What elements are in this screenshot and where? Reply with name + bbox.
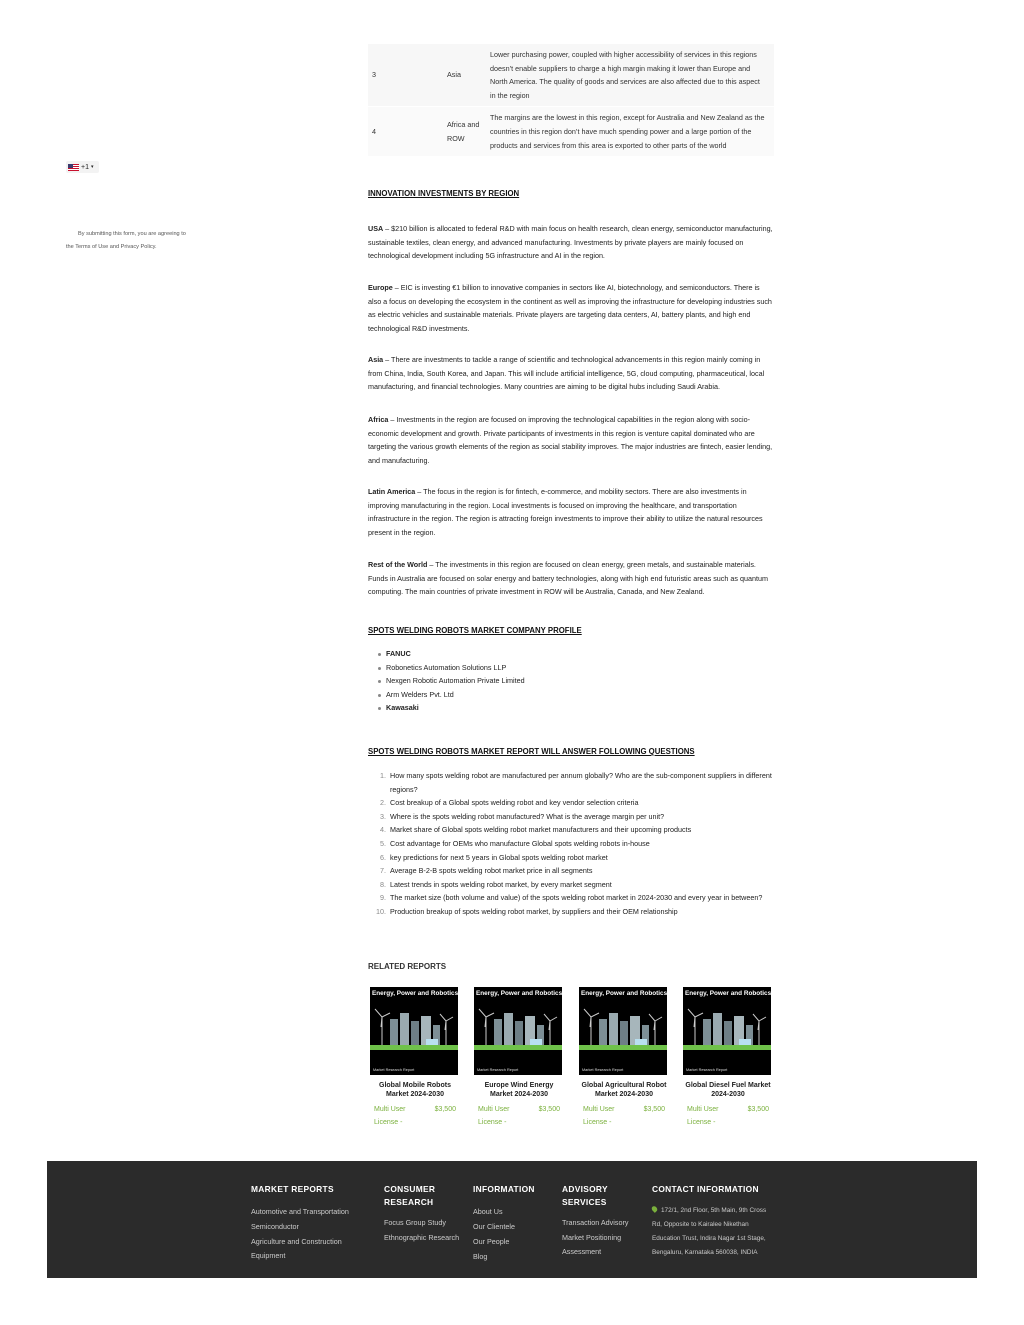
report-card[interactable] [474,987,564,1129]
innovation-section [368,187,774,201]
cover-title: Energy, Power and Robotics [685,990,771,997]
cover-subtitle: Market Research Report [686,1068,728,1072]
cover-subtitle: Market Research Report [582,1068,624,1072]
us-flag-icon [68,164,79,171]
report-title-link[interactable]: Europe Wind Energy Market 2024-2030 [484,1082,554,1098]
report-cover-image[interactable] [579,987,667,1075]
region-label: Europe [368,283,393,292]
city-turbine-illustration [370,987,458,1075]
license-label: Multi User License - [583,1106,615,1126]
footer-link[interactable]: Focus Group Study [384,1218,446,1227]
footer-heading: CONSUMER RESEARCH [384,1184,436,1207]
list-item: 5. Cost advantage for OEMs who manufacture Global spots welding robots in-house [380,838,650,848]
list-item: 8. Latest trends in spots welding robot market, by every market segment [380,879,612,889]
footer-link[interactable]: Transaction Advisory [562,1218,629,1227]
report-title-link[interactable]: Global Mobile Robots Market 2024-2030 [379,1082,451,1098]
region-text: – The investments in this region are focused on clean energy, green metals, and sustainable materials. Funds in Australia are focused on solar energy and battery technologies, along with high end futuristic areas such as quantum computing. The main countries of private investment in ROW will be Australia, Canada, and New Zealand. [368,560,768,597]
footer-link[interactable]: Agriculture and Construction Equipment [251,1236,342,1260]
table-cell-rank: 3 [372,70,376,80]
report-cover-image[interactable] [370,987,458,1075]
city-turbine-illustration [579,987,667,1075]
report-card[interactable] [370,987,460,1129]
region-label: Africa [368,415,389,424]
footer-link[interactable]: Semiconductor [251,1221,299,1231]
region-text: – There are investments to tackle a range of scientific and technological advancements in this region mainly coming in from China, India, South Korea, and Japan. This will include artificial intelligence, 5G, cloud computing, pharmaceutical, local manufacturing, and financial technologies. Many countries are aiming to be digital hubs including Saudi Arabia. [368,355,765,392]
list-item: Nexgen Robotic Automation Private Limited [378,674,774,688]
cover-subtitle: Market Research Report [477,1068,519,1072]
location-pin-icon [651,1205,659,1213]
region-text: – EIC is investing €1 billion to innovative companies in sectors like AI, biotechnology, and semiconductors. There is also a focus on developing the ecosystem in the continent as well as improving the infrastructure for developing industries such as electric vehicles and sustainable materials. Private players are targeting data centers, AI, battery plants, and high end technological R&D investments. [368,283,772,333]
related-reports-heading: RELATED REPORTS [368,962,447,971]
list-item: 3. Where is the spots welding robot manufactured? What is the average margin per unit? [380,811,665,821]
price: $3,500 [643,1106,665,1113]
footer-link[interactable]: Automotive and Transportation [251,1206,349,1216]
list-item: Arm Welders Pvt. Ltd [378,688,774,702]
section-heading: SPOTS WELDING ROBOTS MARKET REPORT WILL ANSWER FOLLOWING QUESTIONS [368,747,695,756]
price: $3,500 [747,1106,769,1113]
terms-link[interactable]: the Terms of Use and Privacy Policy. [66,244,157,250]
phone-code: +1 [81,163,89,171]
contact-address: 172/1, 2nd Floor, 5th Main, 9th Cross Rd, Opposite to Kairalee Nikethan Education Trust, Indira Nagar 1st Stage, Bengaluru, Karnataka 560038, INDIA [652,1206,767,1256]
innovation-latin-america [368,485,774,539]
footer-link[interactable]: Market Positioning Assessment [562,1233,622,1256]
innovation-usa [368,222,774,263]
footer-market-reports [251,1183,366,1263]
report-title-link[interactable]: Global Diesel Fuel Market 2024-2030 [685,1082,771,1098]
footer-contact [652,1183,772,1260]
chevron-down-icon: ▾ [90,164,94,170]
footer-link[interactable]: Our People [473,1236,510,1246]
price-row [474,1103,564,1129]
table-cell-text: Lower purchasing power, coupled with higher accessibility of services in this regions doesn’t enable suppliers to charge a high margin making it lower than Europe and North America. The quality of goods and services are also affected due to this aspect in the region [490,50,760,100]
price: $3,500 [434,1106,456,1113]
terms-line: By submitting this form, you are agreeing to [78,231,186,237]
footer-link[interactable]: Ethnographic Research [384,1233,460,1242]
table-cell-region: Asia [447,70,461,80]
report-cover-image[interactable] [683,987,771,1075]
profile-section [368,624,774,638]
list-item: 4. Market share of Global spots welding robot market manufacturers and their upcoming products [380,825,692,835]
cover-title: Energy, Power and Robotics [476,990,562,997]
footer-advisory [562,1183,642,1259]
report-card[interactable] [683,987,773,1129]
region-label: Rest of the World [368,560,428,569]
company-list [368,647,774,715]
license-label: Multi User License - [374,1106,406,1126]
list-item: 2. Cost breakup of a Global spots welding robot and key vendor selection criteria [380,798,639,808]
footer-heading: ADVISORY SERVICES [562,1184,608,1207]
city-turbine-illustration [474,987,562,1075]
terms-notice [66,228,196,254]
list-item: 7. Average B-2-B spots welding robot market price in all segments [380,866,593,876]
region-text: – Investments in the region are focused on improving the technological capabilities in the region along with socio-economic development and growth. Private participants of investments in this region is venture capital dominated who are targeting the various growth elements of the region as social stability improves. The major industries are fintech, easier lending, and manufacturing. [368,415,773,465]
footer-information [473,1183,553,1264]
region-label: USA [368,224,384,233]
city-turbine-illustration [683,987,771,1075]
innovation-row [368,558,774,599]
list-item: Kawasaki [378,701,774,715]
region-label: Asia [368,355,384,364]
price-row [370,1103,460,1129]
phone-country-selector[interactable] [66,161,99,173]
cover-subtitle: Market Research Report [373,1068,415,1072]
innovation-africa [368,413,774,467]
cover-title: Energy, Power and Robotics [581,990,667,997]
cover-title: Energy, Power and Robotics [372,990,458,997]
footer-heading: CONTACT INFORMATION [652,1184,759,1194]
footer-consumer-research [384,1183,460,1245]
section-heading: SPOTS WELDING ROBOTS MARKET COMPANY PROFILE [368,626,582,635]
price: $3,500 [538,1106,560,1113]
site-footer [47,1161,977,1278]
footer-link[interactable]: Our Clientele [473,1221,515,1231]
list-item: 10. Production breakup of spots welding robot market, by suppliers and their OEM relationship [376,906,678,916]
report-title-link[interactable]: Global Agricultural Robot Market 2024-2030 [581,1082,667,1098]
report-card[interactable] [579,987,669,1129]
questions-list [368,769,774,919]
list-item: 9. The market size (both volume and value) of the spots welding robot market in 2024-2030 and every year in between? [380,893,763,903]
list-item: Robonetics Automation Solutions LLP [378,661,774,675]
questions-section [368,745,774,759]
footer-heading: MARKET REPORTS [251,1184,334,1194]
price-row [683,1103,773,1129]
license-label: Multi User License - [687,1106,719,1126]
table-row [368,44,774,107]
region-text: – $210 billion is allocated to federal R&D with main focus on health research, clean energy, semiconductor manufacturing, sustainable textiles, clean energy, and advanced manufacturing. Investments by private players are mainly focused on technological development including 5G infrastructure and AI in the region. [368,224,773,261]
region-label: Latin America [368,487,416,496]
region-margin-table [368,44,774,157]
table-cell-text: The margins are the lowest in this region, except for Australia and New Zealand as the countries in this region don’t have much spending power and a large portion of the products and services from this area is exported to other parts of the world [490,113,765,150]
table-row [368,107,774,157]
list-item: 6. key predictions for next 5 years in Global spots welding robot market [380,852,608,862]
footer-link[interactable]: About Us [473,1206,503,1216]
footer-heading: INFORMATION [473,1184,535,1194]
license-label: Multi User License - [478,1106,510,1126]
price-row [579,1103,669,1129]
region-text: – The focus in the region is for fintech, e-commerce, and mobility sectors. There are also investments in improving manufacturing in the region. Local investments is focused on improving the healthcare, and transportation infrastructure in the region. The region is attracting foreign investments to improve their ability to utilize the natural resources present in the region. [368,487,763,537]
table-cell-rank: 4 [372,126,376,136]
innovation-asia [368,353,774,394]
innovation-europe [368,281,774,335]
report-cover-image[interactable] [474,987,562,1075]
footer-link[interactable]: Blog [473,1251,488,1261]
list-item: 1. How many spots welding robot are manufactured per annum globally? Who are the sub-component suppliers in different regions? [380,771,772,794]
table-cell-region: Africa and ROW [447,120,480,143]
list-item: FANUC [378,647,774,661]
section-heading: INNOVATION INVESTMENTS BY REGION [368,189,520,198]
